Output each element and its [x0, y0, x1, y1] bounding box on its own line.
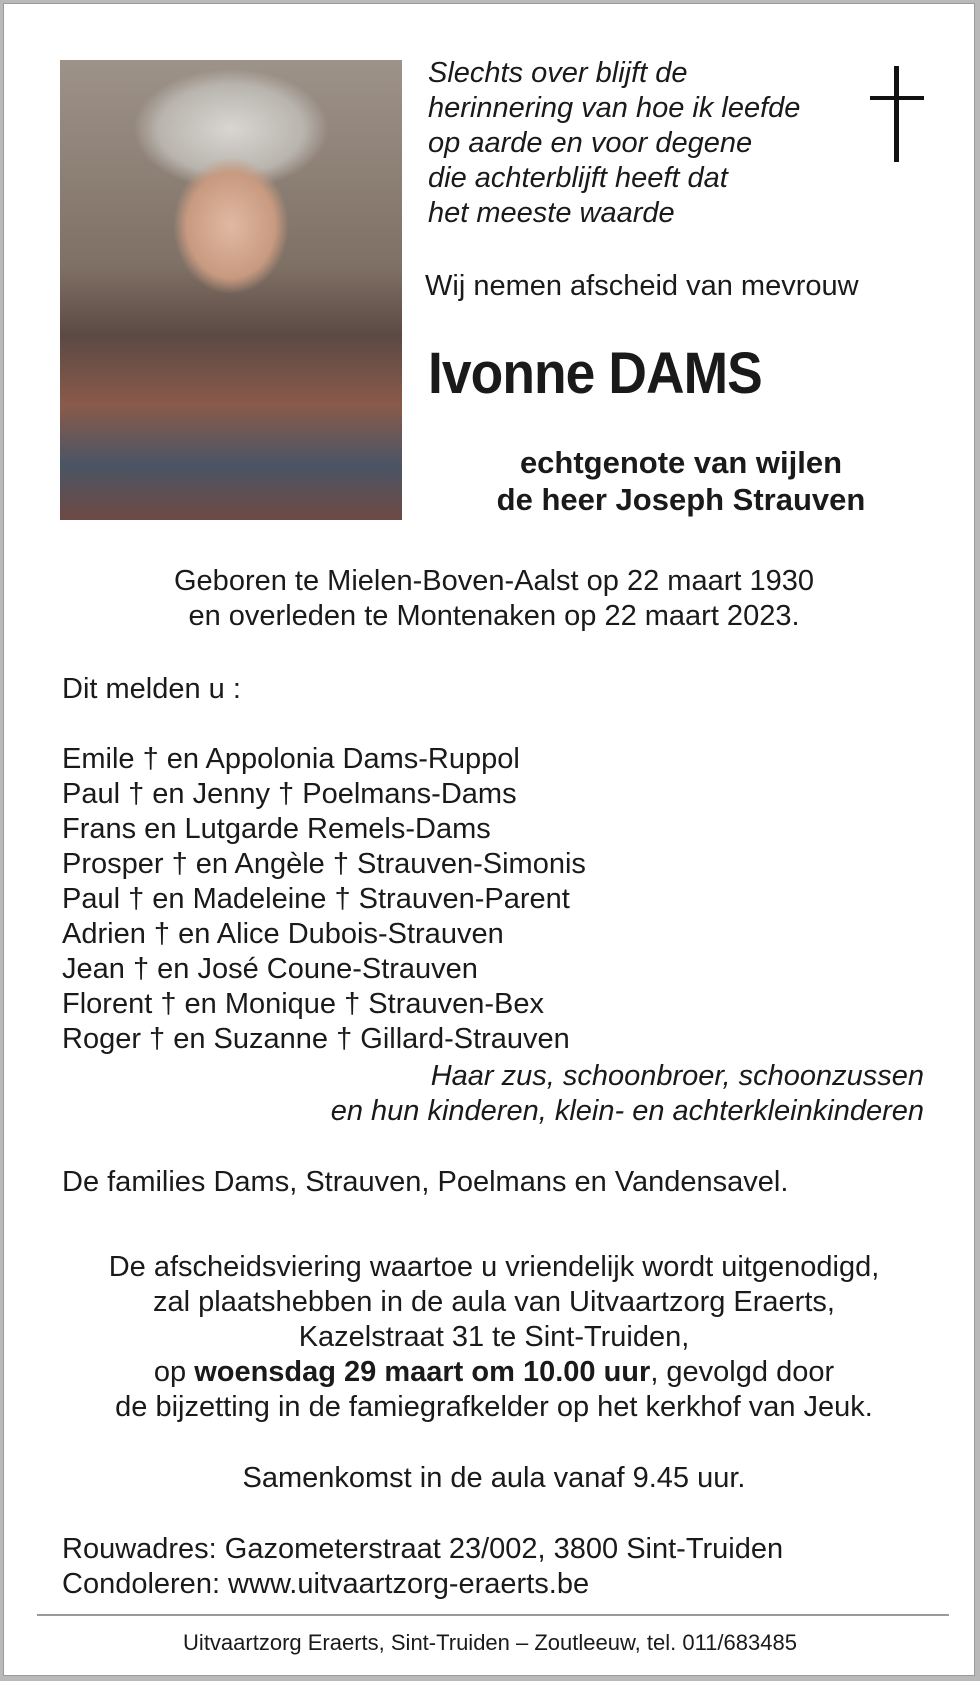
- family-member: Paul † en Jenny † Poelmans-Dams: [62, 778, 517, 810]
- poem-line: herinnering van hoe ik leefde: [428, 92, 801, 124]
- ceremony-line: de bijzetting in de famiegrafkelder op het kerkhof van Jeuk.: [115, 1391, 873, 1423]
- cross-icon: [870, 66, 924, 162]
- birth-line: Geboren te Mielen-Boven-Aalst op 22 maart 1930: [174, 565, 814, 597]
- ceremony-post: , gevolgd door: [650, 1356, 835, 1388]
- relation-text: [224, 1059, 924, 1129]
- farewell-intro: Wij nemen afscheid van mevrouw: [425, 270, 859, 302]
- funeral-home-footer: Uitvaartzorg Eraerts, Sint-Truiden – Zoutleeuw, tel. 011/683485: [183, 1630, 797, 1655]
- family-member: Paul † en Madeleine † Strauven-Parent: [62, 883, 570, 915]
- announce-text: Dit melden u :: [62, 673, 241, 705]
- family-member: Emile † en Appolonia Dams-Ruppol: [62, 743, 520, 775]
- ceremony-info: [44, 1250, 944, 1425]
- spouse-info: [434, 444, 928, 518]
- birth-death-info: [44, 564, 944, 634]
- obituary-card: [3, 3, 975, 1676]
- family-member: Prosper † en Angèle † Strauven-Simonis: [62, 848, 586, 880]
- ceremony-line: zal plaatshebben in de aula van Uitvaartzorg Eraerts,: [153, 1286, 835, 1318]
- gathering-info: Samenkomst in de aula vanaf 9.45 uur.: [242, 1462, 746, 1494]
- spouse-line: echtgenote van wijlen: [519, 445, 843, 480]
- relation-line: en hun kinderen, klein- en achterkleinkinderen: [330, 1095, 924, 1127]
- family-member: Roger † en Suzanne † Gillard-Strauven: [62, 1023, 570, 1055]
- ceremony-line: De afscheidsviering waartoe u vriendelijk wordt uitgenodigd,: [108, 1251, 880, 1283]
- portrait-photo: [60, 60, 402, 520]
- family-list: [62, 742, 586, 1057]
- family-member: Frans en Lutgarde Remels-Dams: [62, 813, 491, 845]
- condolence-url: Condoleren: www.uitvaartzorg-eraerts.be: [62, 1568, 590, 1600]
- poem-line: Slechts over blijft de: [428, 57, 688, 89]
- deceased-name: Ivonne DAMS: [428, 341, 762, 406]
- ceremony-line: Kazelstraat 31 te Sint-Truiden,: [298, 1321, 690, 1353]
- poem-line: het meeste waarde: [428, 197, 675, 229]
- spouse-line: de heer Joseph Strauven: [496, 482, 866, 517]
- memorial-poem: [428, 56, 848, 231]
- death-line: en overleden te Montenaken op 22 maart 2023.: [188, 600, 800, 632]
- footer-divider: [37, 1614, 949, 1616]
- contact-info: [62, 1532, 783, 1602]
- ceremony-line: [44, 1355, 944, 1390]
- ceremony-pre: op: [153, 1356, 195, 1388]
- mourning-address: Rouwadres: Gazometerstraat 23/002, 3800 Sint-Truiden: [62, 1533, 784, 1565]
- poem-line: die achterblijft heeft dat: [428, 162, 728, 194]
- families-text: De families Dams, Strauven, Poelmans en Vandensavel.: [62, 1166, 789, 1198]
- ceremony-datetime: woensdag 29 maart om 10.00 uur: [194, 1356, 651, 1388]
- poem-line: op aarde en voor degene: [428, 127, 753, 159]
- family-member: Florent † en Monique † Strauven-Bex: [62, 988, 544, 1020]
- relation-line: Haar zus, schoonbroer, schoonzussen: [430, 1060, 924, 1092]
- family-member: Jean † en José Coune-Strauven: [62, 953, 478, 985]
- family-member: Adrien † en Alice Dubois-Strauven: [62, 918, 504, 950]
